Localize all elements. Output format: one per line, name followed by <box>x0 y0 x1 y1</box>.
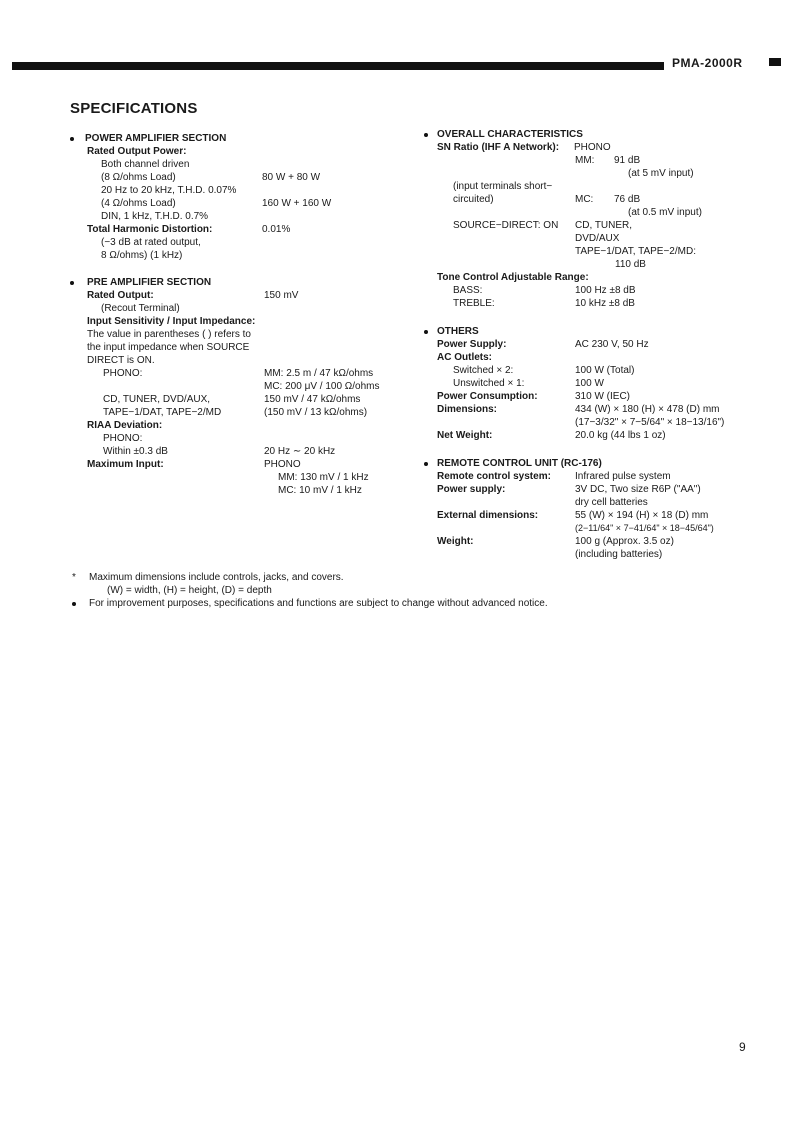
load-8-value: 80 W + 80 W <box>262 172 321 183</box>
thd-label: Total Harmonic Distortion: <box>87 224 213 235</box>
short-circuit-note-2: circuited) <box>453 194 494 205</box>
power-consumption-label: Power Consumption: <box>437 391 538 402</box>
both-channel-text: Both channel driven <box>101 159 190 170</box>
mm-sensitivity-value: MM: 2.5 m / 47 kΩ/ohms <box>264 368 374 379</box>
freq-range-text: 20 Hz to 20 kHz, T.H.D. 0.07% <box>101 185 237 196</box>
recout-text: (Recout Terminal) <box>101 303 180 314</box>
page-number: 9 <box>739 1040 746 1054</box>
others-heading: OTHERS <box>437 326 479 337</box>
riaa-value: 20 Hz ∼ 20 kHz <box>264 446 336 457</box>
remote-weight-value-1: 100 g (Approx. 3.5 oz) <box>575 536 674 547</box>
source-direct-label: SOURCE−DIRECT: ON <box>453 220 559 231</box>
pre-amp-heading: PRE AMPLIFIER SECTION <box>87 277 212 288</box>
external-dimensions-value-1: 55 (W) × 194 (H) × 18 (D) mm <box>575 510 709 521</box>
remote-power-value-1: 3V DC, Two size R6P ("AA") <box>575 484 701 495</box>
net-weight-value: 20.0 kg (44 lbs 1 oz) <box>575 430 666 441</box>
rated-output-power-label: Rated Output Power: <box>87 146 187 157</box>
header-square-mark <box>769 58 781 66</box>
sn-mm-condition: (at 5 mV input) <box>628 168 694 179</box>
bullet-icon <box>424 462 428 466</box>
bullet-icon <box>424 330 428 334</box>
model-name: PMA-2000R <box>672 56 743 70</box>
ac-outlets-label: AC Outlets: <box>437 352 492 363</box>
tone-control-label: Tone Control Adjustable Range: <box>437 272 589 283</box>
footnote-line-1: Maximum dimensions include controls, jacks, and covers. <box>89 572 344 583</box>
power-supply-label: Power Supply: <box>437 339 507 350</box>
dimensions-value-1: 434 (W) × 180 (H) × 478 (D) mm <box>575 404 720 415</box>
bass-label: BASS: <box>453 285 483 296</box>
thd-condition-1: (−3 dB at rated output, <box>101 237 201 248</box>
short-circuit-note-1: (input terminals short− <box>453 181 553 192</box>
phono-label: PHONO: <box>103 368 143 379</box>
switched-value: 100 W (Total) <box>575 365 635 376</box>
sn-phono-label: PHONO <box>574 142 611 153</box>
remote-weight-value-2: (including batteries) <box>575 549 663 560</box>
riaa-phono-label: PHONO: <box>103 433 143 444</box>
max-input-phono: PHONO <box>264 459 301 470</box>
sn-mm-label: MM: <box>575 155 595 166</box>
bullet-icon <box>70 281 74 285</box>
treble-value: 10 kHz ±8 dB <box>575 298 635 309</box>
load-4-text: (4 Ω/ohms Load) <box>101 198 176 209</box>
rated-output-value: 150 mV <box>264 290 299 301</box>
mc-sensitivity-value: MC: 200 μV / 100 Ω/ohms <box>264 381 380 392</box>
remote-weight-label: Weight: <box>437 536 474 547</box>
cd-tuner-value: 150 mV / 47 kΩ/ohms <box>264 394 361 405</box>
dimensions-label: Dimensions: <box>437 404 498 415</box>
external-dimensions-label: External dimensions: <box>437 510 539 521</box>
load-8-text: (8 Ω/ohms Load) <box>101 172 176 183</box>
source-direct-value-3: TAPE−1/DAT, TAPE−2/MD: <box>575 246 696 257</box>
bullet-icon <box>70 137 74 141</box>
max-input-mc: MC: 10 mV / 1 kHz <box>278 485 362 496</box>
remote-heading: REMOTE CONTROL UNIT (RC-176) <box>437 458 602 469</box>
remote-system-label: Remote control system: <box>437 471 551 482</box>
note-line-2: the input impedance when SOURCE <box>87 342 250 353</box>
source-direct-value-2: DVD/AUX <box>575 233 620 244</box>
header-rule <box>12 62 664 70</box>
remote-power-value-2: dry cell batteries <box>575 497 648 508</box>
input-sensitivity-label: Input Sensitivity / Input Impedance: <box>87 316 256 327</box>
rated-output-label: Rated Output: <box>87 290 154 301</box>
sn-mm-value: 91 dB <box>614 155 641 166</box>
sn-mc-condition: (at 0.5 mV input) <box>628 207 702 218</box>
power-amp-heading: POWER AMPLIFIER SECTION <box>85 133 227 144</box>
footnote-star: * <box>72 572 76 583</box>
remote-power-label: Power supply: <box>437 484 506 495</box>
source-direct-value-1: CD, TUNER, <box>575 220 633 231</box>
tape-value: (150 mV / 13 kΩ/ohms) <box>264 407 368 418</box>
unswitched-label: Unswitched × 1: <box>453 378 525 389</box>
note-line-3: DIRECT is ON. <box>87 355 155 366</box>
footnote-line-3: For improvement purposes, specifications and functions are subject to change without advanced notice. <box>89 598 548 609</box>
switched-label: Switched × 2: <box>453 365 514 376</box>
cd-tuner-label: CD, TUNER, DVD/AUX, <box>103 394 211 405</box>
remote-system-value: Infrared pulse system <box>575 471 671 482</box>
sn-mc-value: 76 dB <box>614 194 641 205</box>
external-dimensions-value-2: (2−11/64" × 7−41/64" × 18−45/64") <box>575 523 714 533</box>
overall-heading: OVERALL CHARACTERISTICS <box>437 129 583 140</box>
dimensions-value-2: (17−3/32" × 7−5/64" × 18−13/16") <box>575 417 725 428</box>
net-weight-label: Net Weight: <box>437 430 493 441</box>
treble-label: TREBLE: <box>453 298 495 309</box>
note-line-1: The value in parentheses ( ) refers to <box>87 329 251 340</box>
power-consumption-value: 310 W (IEC) <box>575 391 631 402</box>
max-input-label: Maximum Input: <box>87 459 164 470</box>
power-supply-value: AC 230 V, 50 Hz <box>575 339 649 350</box>
din-text: DIN, 1 kHz, T.H.D. 0.7% <box>101 211 209 222</box>
unswitched-value: 100 W <box>575 378 604 389</box>
load-4-value: 160 W + 160 W <box>262 198 332 209</box>
riaa-label: RIAA Deviation: <box>87 420 163 431</box>
bullet-icon <box>72 602 76 606</box>
bullet-icon <box>424 133 428 137</box>
sn-ratio-label: SN Ratio (IHF A Network): <box>437 142 560 153</box>
tape-label: TAPE−1/DAT, TAPE−2/MD <box>103 407 222 418</box>
thd-value: 0.01% <box>262 224 291 235</box>
riaa-within-text: Within ±0.3 dB <box>103 446 168 457</box>
source-direct-value-4: 110 dB <box>615 259 646 270</box>
thd-condition-2: 8 Ω/ohms) (1 kHz) <box>101 250 183 261</box>
page-title: SPECIFICATIONS <box>70 100 198 117</box>
max-input-mm: MM: 130 mV / 1 kHz <box>278 472 369 483</box>
footnote-line-2: (W) = width, (H) = height, (D) = depth <box>107 585 272 596</box>
bass-value: 100 Hz ±8 dB <box>575 285 636 296</box>
sn-mc-label: MC: <box>575 194 594 205</box>
